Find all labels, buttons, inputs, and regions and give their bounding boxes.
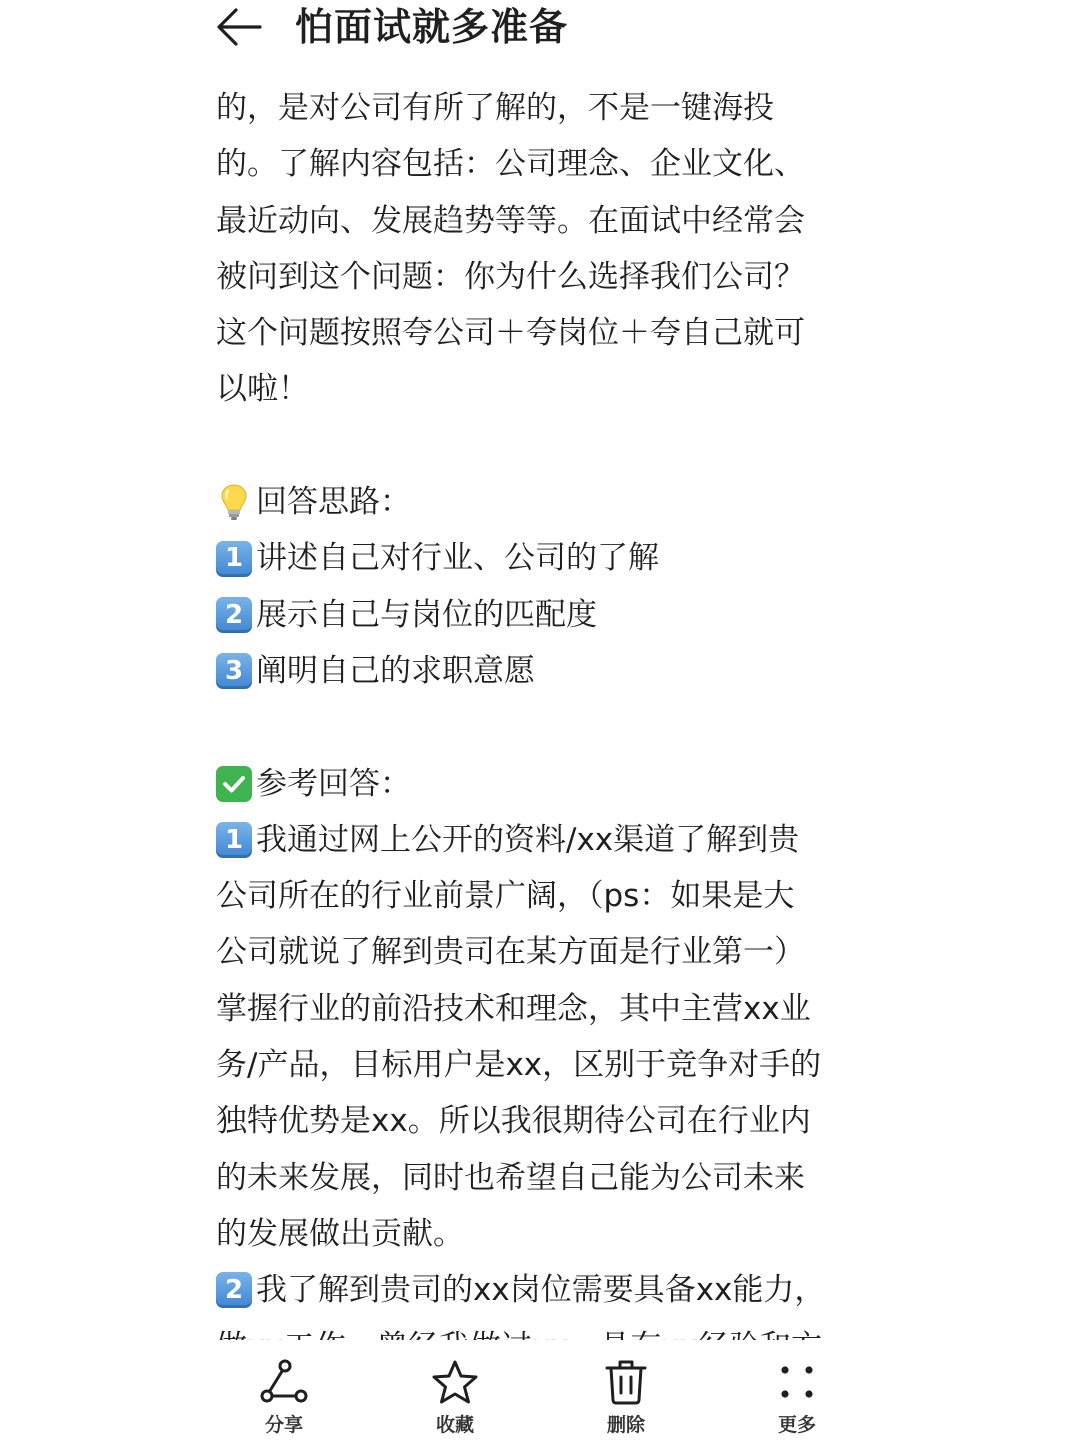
approach-heading — [216, 474, 876, 530]
check-mark-icon — [216, 766, 252, 802]
keycap-2-icon: 2 — [216, 597, 252, 633]
share-icon — [258, 1356, 310, 1408]
answer-text: 我了解到贵司的xx岗位需要具备xx能力， — [256, 1272, 826, 1309]
approach-item-2 — [216, 587, 876, 643]
answer1-line-5: 务/产品，目标用户是xx，区别于竞争对手的 — [216, 1047, 822, 1084]
intro-line-2: 的。了解内容包括：公司理念、企业文化、 — [216, 146, 805, 183]
answer1-line-4: 掌握行业的前沿技术和理念，其中主营xx业 — [216, 990, 811, 1027]
intro-line-3: 最近动向、发展趋势等等。在面试中经常会 — [216, 202, 805, 239]
keycap-1-icon: 1 — [216, 541, 252, 577]
lightbulb-icon — [216, 482, 252, 522]
intro-line-6: 以啦！ — [216, 371, 309, 408]
intro-line-1: 的，是对公司有所了解的，不是一键海投 — [216, 90, 774, 126]
reference-heading-text: 参考回答： — [256, 765, 411, 802]
reference-heading — [216, 756, 876, 812]
answer1-line-7: 的未来发展，同时也希望自己能为公司未来 — [216, 1159, 805, 1196]
approach-item-text: 展示自己与岗位的匹配度 — [256, 596, 597, 633]
spacer — [216, 418, 876, 474]
approach-item-text: 讲述自己对行业、公司的了解 — [256, 540, 659, 577]
approach-item-text: 阐明自己的求职意愿 — [256, 652, 535, 689]
keycap-2-icon: 2 — [216, 1272, 252, 1308]
answer-text: 我通过网上公开的资料/xx渠道了解到贵 — [256, 821, 800, 858]
share-label: 分享 — [264, 1414, 303, 1436]
favorite-label: 收藏 — [435, 1414, 474, 1436]
note-content[interactable] — [216, 80, 876, 1338]
back-button[interactable] — [215, 3, 263, 51]
answer1-line-6: 独特优势是xx。所以我很期待公司在行业内 — [216, 1103, 811, 1140]
favorite-button[interactable] — [395, 1356, 515, 1437]
trash-icon — [600, 1356, 652, 1408]
approach-item-1 — [216, 530, 876, 586]
approach-heading-text: 回答思路： — [256, 484, 411, 521]
delete-button[interactable] — [566, 1356, 686, 1437]
star-icon — [429, 1356, 481, 1408]
keycap-1-icon: 1 — [216, 822, 252, 858]
answer1-line-1 — [216, 812, 876, 868]
more-label: 更多 — [777, 1414, 816, 1436]
more-icon — [771, 1356, 823, 1408]
answer1-line-3: 公司就说了解到贵司在某方面是行业第一） — [216, 934, 805, 971]
intro-line-4: 被问到这个问题：你为什么选择我们公司？ — [216, 258, 805, 295]
answer1-line-2: 公司所在的行业前景广阔，（ps：如果是大 — [216, 878, 795, 915]
more-button[interactable] — [737, 1356, 857, 1437]
arrow-left-icon — [216, 7, 262, 47]
header-bar — [215, 0, 568, 54]
approach-item-3 — [216, 643, 876, 699]
spacer — [216, 699, 876, 755]
delete-label: 删除 — [606, 1414, 645, 1436]
bottom-action-bar — [0, 1340, 1080, 1440]
page-title: 怕面试就多准备 — [295, 5, 569, 49]
intro-line-5: 这个问题按照夸公司＋夸岗位＋夸自己就可 — [216, 315, 805, 352]
keycap-3-icon: 3 — [216, 653, 252, 689]
share-button[interactable] — [224, 1356, 344, 1437]
answer1-line-8: 的发展做出贡献。 — [216, 1215, 464, 1252]
answer2-line-1 — [216, 1262, 876, 1318]
